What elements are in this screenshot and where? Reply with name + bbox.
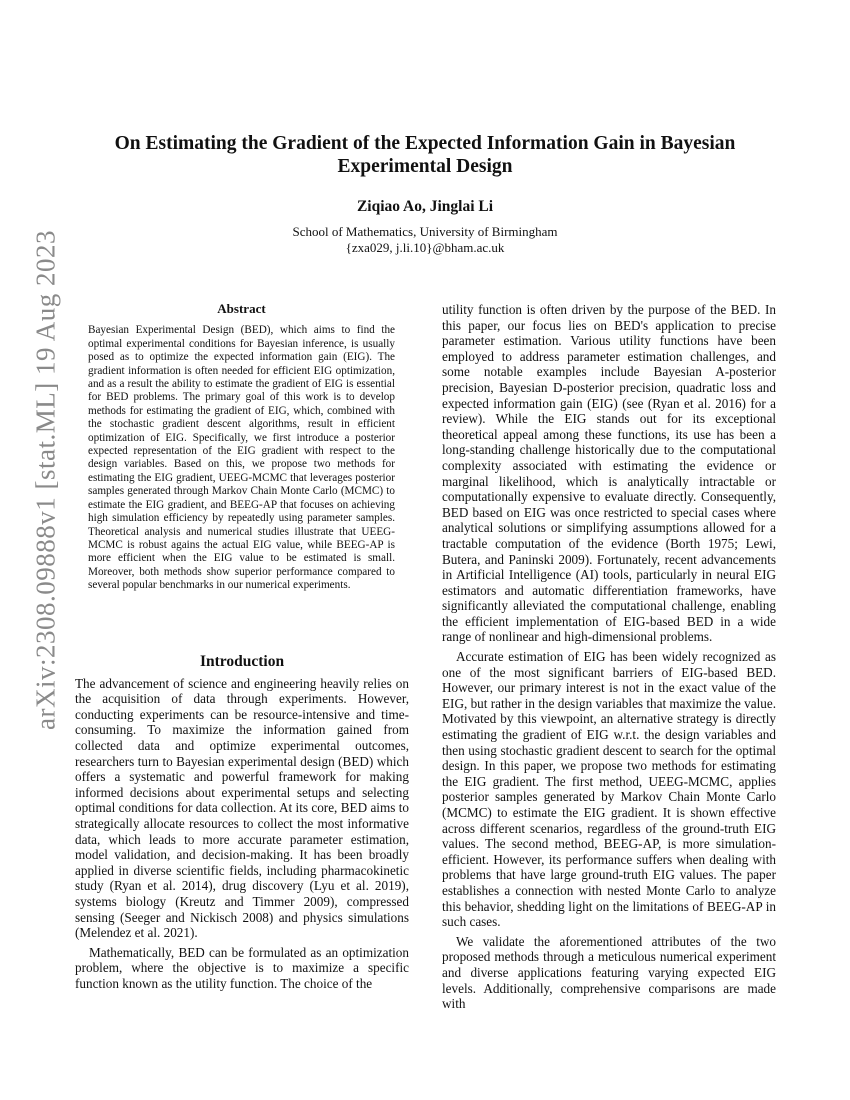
arxiv-sidebar-stamp <box>18 230 74 730</box>
affiliation: School of Mathematics, University of Birmingham <box>292 224 558 239</box>
right-paragraph-2: Accurate estimation of EIG has been widely recognized as one of the most significant barriers of EIG-based BED. However, our primary interest is not in the exact value of the EIG, but rather in the design variables that maximize the value. Motivated by this viewpoint, an alternative strategy is directly estimating the gradient of EIG w.r.t. the design variables and then using stochastic gradient descent to search for the optimal design. In this paper, we propose two methods for estimating the EIG gradient. The first method, UEEG-MCMC, applies posterior samples generated by Markov Chain Monte Carlo (MCMC) to estimate the EIG gradient. It is shown effective across different scenarios, regardless of the ground-truth EIG values. The second method, BEEG-AP, is more simulation-efficient. However, its performance suffers when dealing with problems that have large ground-truth EIG values. The paper establishes a connection with nested Monte Carlo to analyze this behavior, shedding light on the limitations of BEEG-AP in such cases. <box>442 649 776 930</box>
abstract-text: Bayesian Experimental Design (BED), which aims to find the optimal experimental conditions for Bayesian inference, is usually posed as to optimize the expected information gain (EIG). The gradient information is often needed for efficient EIG optimization, and as a result the ability to estimate the gradient of EIG is essential for BED problems. The primary goal of this work is to develop methods for estimating the gradient of EIG, which, combined with the stochastic gradient descent algorithms, result in efficient optimization of EIG. Specifically, we first introduce a posterior expected representation of the EIG gradient with respect to the design variables. Based on this, we propose two methods for estimating the EIG gradient, UEEG-MCMC that leverages posterior samples generated through Markov Chain Monte Carlo (MCMC) to estimate the EIG gradient, and BEEG-AP that focuses on achieving high simulation efficiency by repeatedly using parameter samples. Theoretical analysis and numerical studies illustrate that UEEG-MCMC is robust agains the actual EIG value, while BEEG-AP is more efficient when the EIG value to be estimated is small. Moreover, both methods show superior performance compared to several popular benchmarks in our numerical experiments. <box>88 324 395 592</box>
right-paragraph-3: We validate the aforementioned attributes of the two proposed methods through a meticulous numerical experiment and diverse applications featuring varying expected EIG levels. Additionally, comprehensive comparisons are made with <box>442 933 776 1012</box>
author-emails: {zxa029, j.li.10}@bham.ac.uk <box>345 240 505 255</box>
intro-paragraph-1: The advancement of science and engineering heavily relies on the acquisition of data through experiments. However, conducting experiments can be resource-intensive and time-consuming. To maximize the information gained from collected data and optimize experimental outcomes, researchers turn to Bayesian experimental design (BED) which offers a systematic and powerful framework for making informed decisions about experimental setups and selecting optimal conditions for data collection. At its core, BED aims to strategically allocate resources to collect the most informative data, which leads to more accurate parameter estimation, model validation, and decision-making. It has been broadly applied in diverse scientific fields, including pharmacokinetic study (Ryan et al. 2014), drug discovery (Lyu et al. 2019), systems biology (Kreutz and Timmer 2009), compressed sensing (Seeger and Nickisch 2008) and physics simulations (Melendez et al. 2021). <box>75 675 409 941</box>
right-column <box>442 302 776 1012</box>
intro-paragraph-2: Mathematically, BED can be formulated as an optimization problem, where the objective is to maximize a specific function known as the utility function. The choice of the <box>75 944 409 991</box>
paper-title: On Estimating the Gradient of the Expected Information Gain in Bayesian Experimental Design <box>114 133 736 177</box>
right-paragraph-1: utility function is often driven by the purpose of the BED. In this paper, our focus lies on BED's application to precise parameter estimation. Various utility functions have been employed to address parameter estimation challenges, and some notable examples include Bayesian A-posterior precision, Bayesian D-posterior precision, quadratic loss and expected information gain (EIG) (see (Ryan et al. 2016) for a review). While the EIG stands out for its exceptional theoretical appeal among these functions, its use has been a long-standing challenge historically due to the computational complexity associated with estimating the evidence or marginal likelihood, which is analytically intractable or computationally expensive to evaluate directly. Consequently, BED based on EIG was once restricted to special cases where analytical solutions or simplifying assumptions allowed for a tractable computation of the evidence (Borth 1975; Lewi, Butera, and Paninski 2009). Fortunately, recent advancements in Artificial Intelligence (AI) tools, particularly in neural EIG estimators and automatic differentiation frameworks, have significantly alleviated the computational challenge, enabling the efficient implementation of EIG-based BED in a wide range of nonlinear and high-dimensional problems. <box>442 302 776 645</box>
paper-authors: Ziqiao Ao, Jinglai Li <box>356 198 494 215</box>
arxiv-identifier: arXiv:2308.09888v1 [stat.ML] 19 Aug 2023 <box>30 230 61 730</box>
abstract-section <box>88 302 395 593</box>
abstract-heading: Abstract <box>217 301 266 316</box>
author-affiliation-block <box>0 224 850 256</box>
introduction-heading: Introduction <box>199 653 285 670</box>
introduction-section <box>75 654 409 991</box>
